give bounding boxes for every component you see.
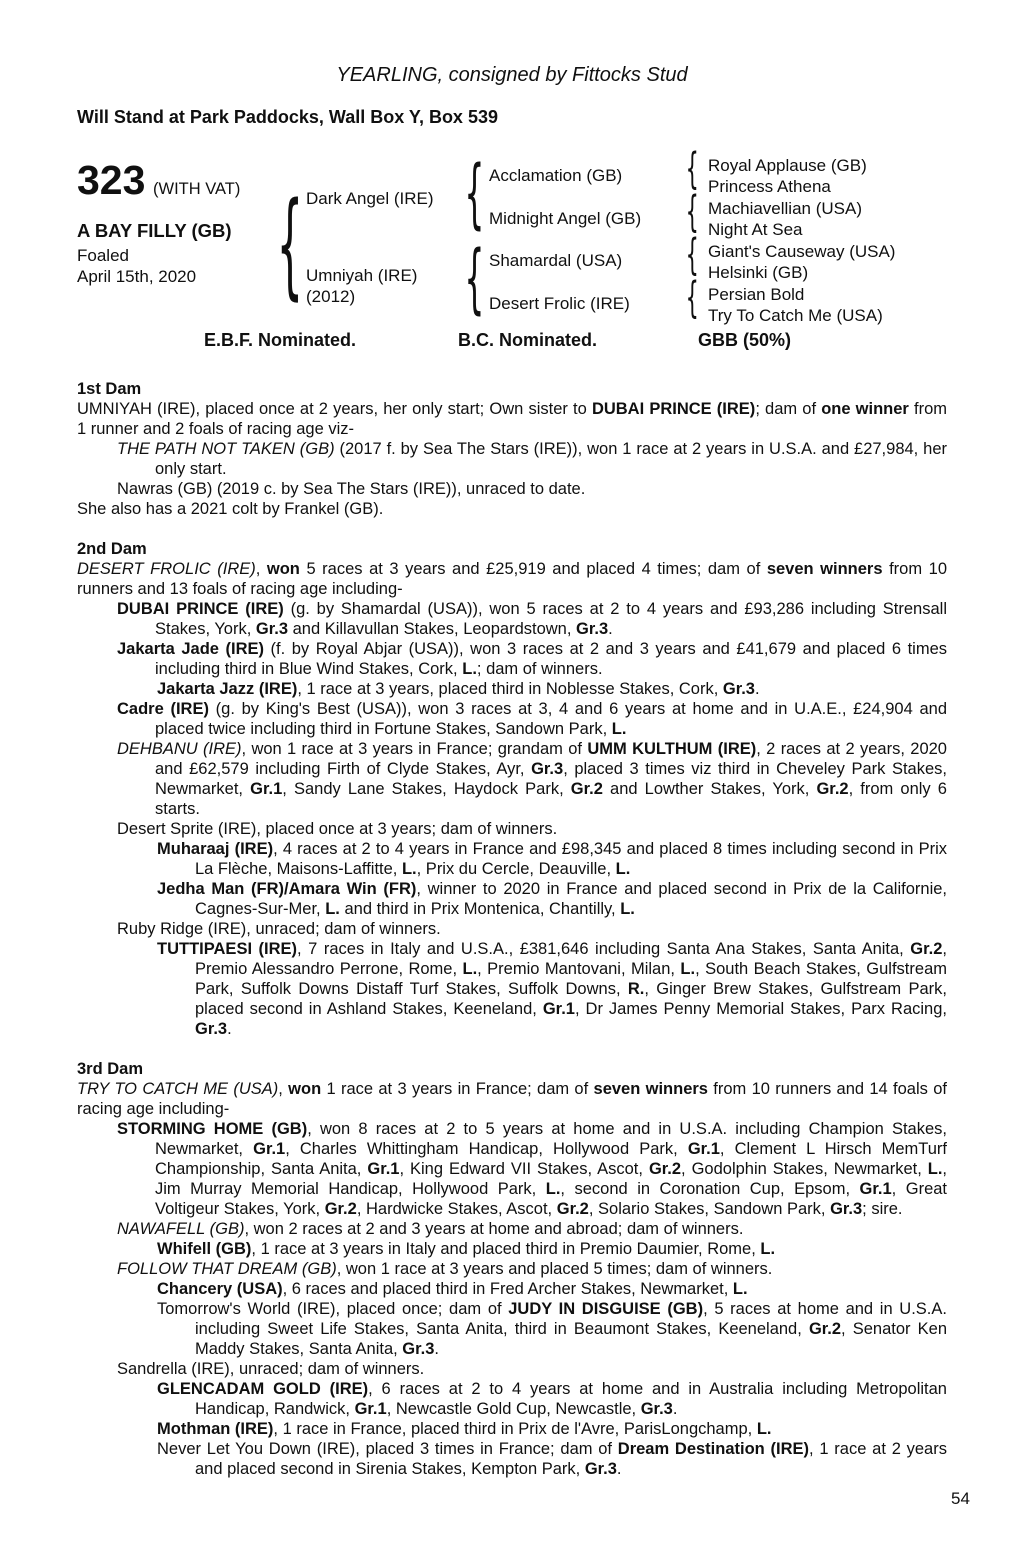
great-grandparent-name: Persian Bold	[708, 285, 805, 304]
pedigree-paragraph: Nawras (GB) (2019 c. by Sea The Stars (IRE)), unraced to date.	[117, 480, 586, 498]
great-grandparent-name: Princess Athena	[708, 177, 831, 196]
pedigree-paragraph: DESERT FROLIC (IRE), won 5 races at 3 years and £25,919 and placed 4 times; dam of seven winners from 10 runners and 13 foals of racing age including-	[77, 560, 947, 598]
pedigree-paragraph: STORMING HOME (GB), won 8 races at 2 to 5 years at home and in U.S.A. including Champion Stakes, Newmarket, Gr.1, Charles Whittingham Handicap, Hollywood Park, Gr.1, Clement L Hirsch MemTurf Championship, Santa Anita, Gr.1, King Edward VII Stakes, Ascot, Gr.2, Godolphin Stakes, Newmarket, L., Jim Murray Memorial Handicap, Hollywood Park, L., second in Coronation Cup, Epsom, Gr.1, Great Voltigeur Stakes, York, Gr.2, Hardwicke Stakes, Ascot, Gr.2, Solario Stakes, Sandown Park, Gr.3; sire.	[117, 1120, 948, 1218]
pedigree-paragraph: Desert Sprite (IRE), placed once at 3 years; dam of winners.	[117, 820, 558, 838]
great-grandparent-name: Royal Applause (GB)	[708, 156, 867, 175]
pedigree-paragraph: UMNIYAH (IRE), placed once at 2 years, her only start; Own sister to DUBAI PRINCE (IRE); dam of one winner from 1 runner and 2 foals of racing age viz-	[77, 400, 947, 438]
sire-name: Dark Angel (IRE)	[306, 189, 434, 208]
nomination-label-bc: B.C. Nominated.	[458, 330, 598, 350]
great-grandparent-name: Try To Catch Me (USA)	[708, 306, 883, 325]
stand-location: Will Stand at Park Paddocks, Wall Box Y, Box 539	[77, 107, 498, 127]
pedigree-paragraph: Jedha Man (FR)/Amara Win (FR), winner to 2020 in France and placed second in Prix de la Californie, Cagnes-Sur-Mer, L. and third in Prix Montenica, Chantilly, L.	[157, 880, 948, 918]
dam-section-heading: 3rd Dam	[77, 1060, 144, 1078]
great-grandparent-name: Helsinki (GB)	[708, 263, 809, 282]
pedigree-paragraph: Tomorrow's World (IRE), placed once; dam of JUDY IN DISGUISE (GB), 5 races at home and in U.S.A. including Sweet Life Stakes, Santa Anita, third in Beaumont Stakes, Keeneland, Gr.2, Senator Ken Maddy Stakes, Santa Anita, Gr.3.	[157, 1300, 948, 1358]
pedigree-paragraph: DEHBANU (IRE), won 1 race at 3 years in France; grandam of UMM KULTHUM (IRE), 2 races at 2 years, 2020 and £62,579 including Firth of Clyde Stakes, Ayr, Gr.3, placed 3 times viz third in Cheveley Park Stakes, Newmarket, Gr.1, Sandy Lane Stakes, Haydock Park, Gr.2 and Lowther Stakes, York, Gr.2, from only 6 starts.	[117, 740, 947, 818]
pedigree-brace-sire-dam	[686, 192, 699, 235]
pedigree-brace-dam-sire	[686, 235, 699, 278]
grandparent-name: Desert Frolic (IRE)	[489, 294, 630, 313]
pedigree-paragraph: Sandrella (IRE), unraced; dam of winners.	[117, 1360, 425, 1378]
dam-section-heading: 2nd Dam	[77, 540, 147, 558]
pedigree-paragraph: Muharaaj (IRE), 4 races at 2 to 4 years in France and £98,345 and placed 8 times including second in Prix La Flèche, Maisons-Laffitte, L., Prix du Cercle, Deauville, L.	[157, 840, 947, 878]
pedigree-paragraph: DUBAI PRINCE (IRE) (g. by Shamardal (USA)), won 5 races at 2 to 4 years and £93,286 including Strensall Stakes, York, Gr.3 and Killavullan Stakes, Leopardstown, Gr.3.	[117, 600, 947, 638]
grandparent-name: Midnight Angel (GB)	[489, 209, 642, 228]
pedigree-paragraph: TUTTIPAESI (IRE), 7 races in Italy and U.S.A., £381,646 including Santa Ana Stakes, Santa Anita, Gr.2, Premio Alessandro Perrone, Rome, L., Premio Mantovani, Milan, L., South Beach Stakes, Gulfstream Park, Suffolk Downs Distaff Turf Stakes, Suffolk Downs, R., Ginger Brew Stakes, Gulfstream Park, placed second in Ashland Stakes, Keeneland, Gr.1, Dr James Penny Memorial Stakes, Parx Racing, Gr.3.	[157, 940, 947, 1038]
pedigree-brace-dam	[464, 241, 484, 317]
pedigree-paragraph: Chancery (USA), 6 races and placed third in Fred Archer Stakes, Newmarket, L.	[157, 1280, 748, 1298]
vat-note: (WITH VAT)	[153, 180, 241, 198]
dam-name: Umniyah (IRE)	[306, 266, 418, 285]
grandparent-name: Shamardal (USA)	[489, 251, 623, 270]
pedigree-paragraph: NAWAFELL (GB), won 2 races at 2 and 3 years at home and abroad; dam of winners.	[117, 1220, 744, 1238]
great-grandparent-name: Machiavellian (USA)	[708, 199, 862, 218]
pedigree-paragraph: Jakarta Jazz (IRE), 1 race at 3 years, placed third in Noblesse Stakes, Cork, Gr.3.	[157, 680, 760, 698]
pedigree-paragraph: Never Let You Down (IRE), placed 3 times in France; dam of Dream Destination (IRE), 1 race at 2 years and placed second in Sirenia Stakes, Kempton Park, Gr.3.	[157, 1440, 947, 1478]
dam-section-heading: 1st Dam	[77, 380, 142, 398]
page-title: YEARLING, consigned by Fittocks Stud	[336, 64, 688, 86]
page-number: 54	[951, 1489, 970, 1508]
foaled-label: Foaled	[77, 246, 129, 265]
pedigree-paragraph: GLENCADAM GOLD (IRE), 6 races at 2 to 4 years at home and in Australia including Metropolitan Handicap, Randwick, Gr.1, Newcastle Gold Cup, Newcastle, Gr.3.	[157, 1380, 947, 1418]
pedigree-paragraph: Cadre (IRE) (g. by King's Best (USA)), won 3 races at 3, 4 and 6 years at home and in U.A.E., £24,904 and placed twice including third in Fortune Stakes, Sandown Park, L.	[117, 700, 947, 738]
pedigree-paragraph: She also has a 2021 colt by Frankel (GB).	[77, 500, 384, 518]
pedigree-paragraph: Mothman (IRE), 1 race in France, placed third in Prix de l'Avre, ParisLongchamp, L.	[157, 1420, 772, 1438]
pedigree-brace-sire-sire	[686, 149, 699, 192]
pedigree-paragraph: Whifell (GB), 1 race at 3 years in Italy and placed third in Premio Daumier, Rome, L.	[157, 1240, 776, 1258]
great-grandparent-name: Giant's Causeway (USA)	[708, 242, 896, 261]
pedigree-brace-sire	[464, 156, 484, 232]
pedigree-paragraph: TRY TO CATCH ME (USA), won 1 race at 3 years in France; dam of seven winners from 10 runners and 14 foals of racing age including-	[77, 1080, 947, 1118]
pedigree-paragraph: Jakarta Jade (IRE) (f. by Royal Abjar (USA)), won 3 races at 2 and 3 years and £41,679 and placed 6 times including third in Blue Wind Stakes, Cork, L.; dam of winners.	[117, 640, 947, 678]
dam-sections	[77, 379, 947, 1479]
pedigree-paragraph: THE PATH NOT TAKEN (GB) (2017 f. by Sea The Stars (IRE)), won 1 race at 2 years in U.S.A. and £27,984, her only start.	[117, 440, 947, 478]
pedigree-brace-level1	[276, 190, 303, 305]
horse-name: A BAY FILLY (GB)	[77, 220, 232, 241]
dam-year: (2012)	[306, 287, 356, 306]
foaled-date: April 15th, 2020	[77, 267, 197, 286]
grandparent-name: Acclamation (GB)	[489, 166, 623, 185]
great-grandparent-name: Night At Sea	[708, 220, 803, 239]
lot-number: 323	[77, 157, 146, 203]
pedigree-brace-dam-dam	[686, 278, 699, 321]
pedigree-paragraph: Ruby Ridge (IRE), unraced; dam of winners.	[117, 920, 441, 938]
nomination-label-gbb: GBB (50%)	[698, 330, 792, 350]
pedigree-paragraph: FOLLOW THAT DREAM (GB), won 1 race at 3 years and placed 5 times; dam of winners.	[117, 1260, 773, 1278]
nomination-label-ebf: E.B.F. Nominated.	[204, 330, 357, 350]
